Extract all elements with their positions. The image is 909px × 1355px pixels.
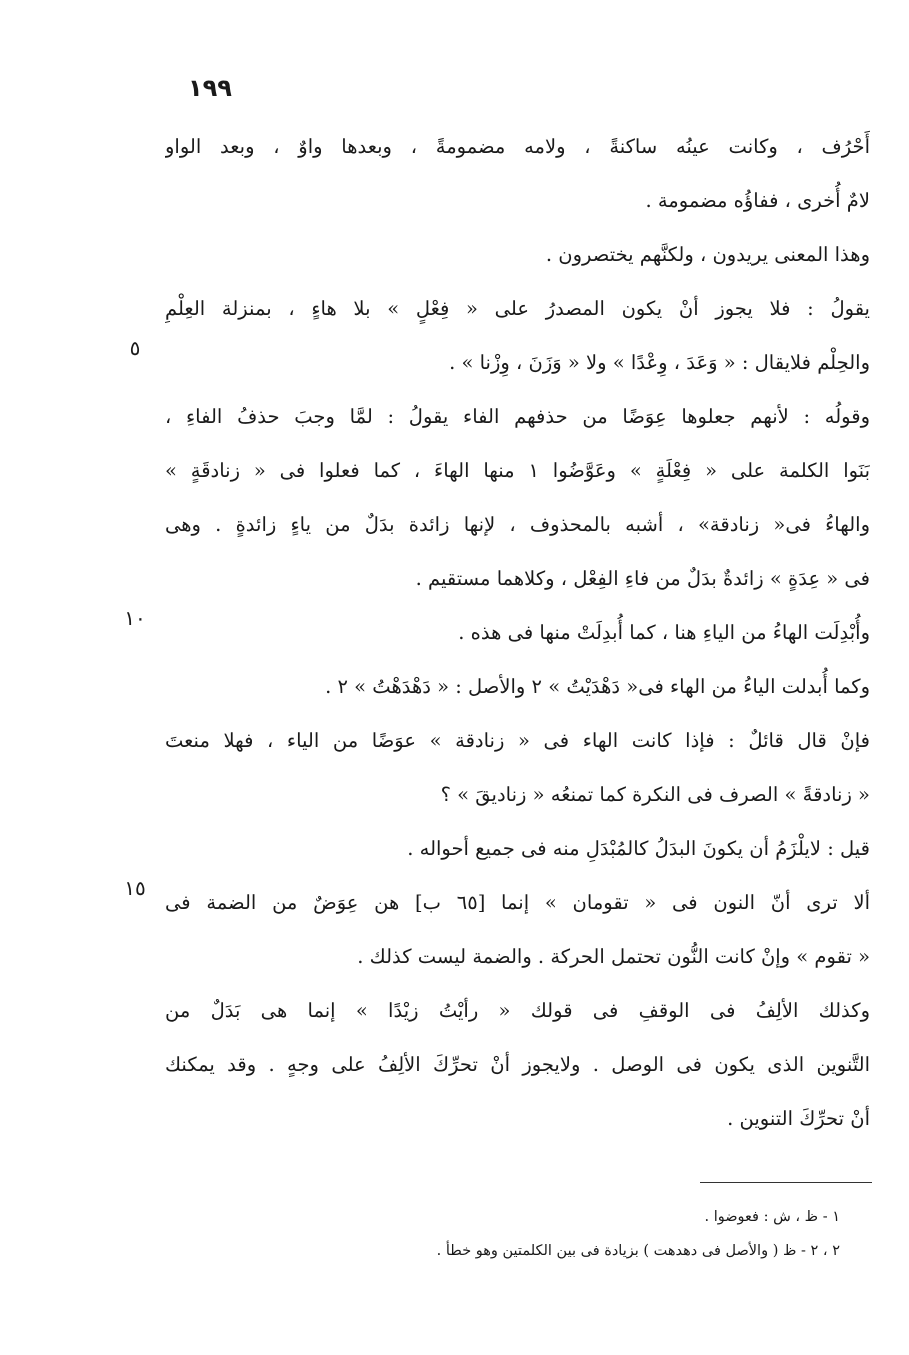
text-line: بَنَوا الكلمة على « فِعْلَةٍ » وعَوَّضُوا ١ منها الهاءَ ، كما فعلوا فى « زنادقَةٍ » xyxy=(165,459,870,482)
text-line: وكذلك الألِفُ فى الوقفِ فى قولك « رأيْتُ زيْدًا » إنما هى بَدَلٌ من xyxy=(165,999,870,1022)
text-line: والحِلْم فلايقال : « وَعَدَ ، وِعْدًا » ولا « وَزَنَ ، وِزْنا » . xyxy=(449,351,870,374)
text-line: وقولُه : لأنهم جعلوها عِوَضًا من حذفهم الفاء يقولُ : لمَّا وجبَ حذفُ الفاءِ ، xyxy=(165,405,870,428)
text-line: لامٌ أُخرى ، ففاؤُه مضمومة . xyxy=(645,189,870,212)
text-line: وهذا المعنى يريدون ، ولكنَّهم يختصرون . xyxy=(545,243,870,266)
text-line: أَحْرُف ، وكانت عينُه ساكنةً ، ولامه مضمومةً ، وبعدها واوٌ ، وبعد الواو xyxy=(165,135,870,158)
footnote-separator xyxy=(700,1182,872,1183)
text-line: أنْ تحرِّكَ التنوين . xyxy=(727,1107,870,1130)
line-number-15: ١٥ xyxy=(124,876,146,900)
text-line: يقولُ : فلا يجوز أنْ يكون المصدرُ على « فِعْلٍ » بلا هاءٍ ، بمنزلة العِلْمِ xyxy=(165,297,870,320)
body-text xyxy=(165,120,870,1146)
text-line: فى « عِدَةٍ » زائدةٌ بدَلٌ من فاءِ الفِعْل ، وكلاهما مستقيم . xyxy=(415,567,870,590)
footnote: ١ - ظ ، ش : فعوضوا . xyxy=(704,1209,840,1225)
text-line: والهاءُ فى« زنادقة» ، أشبه بالمحذوف ، لإنها زائدة بدَلٌ من ياءٍ زائدةٍ . وهى xyxy=(165,513,870,536)
text-line: التَّنوين الذى يكون فى الوصل . ولايجوز أنْ تحرِّكَ الألِفُ على وجهٍ . وقد يمكنك xyxy=(165,1053,870,1076)
footnotes xyxy=(300,1200,840,1268)
line-number-5: ٥ xyxy=(129,336,141,360)
page-number: ١٩٩ xyxy=(188,74,232,102)
text-line: وكما أُبدلت الياءُ من الهاء فى« دَهْدَيْتُ » ٢ والأصل : « دَهْدَهْتُ » ٢ . xyxy=(325,675,870,698)
text-line: قيل : لايلْزَمُ أن يكونَ البدَلُ كالمُبْدَلِ منه فى جميع أحواله . xyxy=(407,837,870,860)
text-line: وأُبْدِلَت الهاءُ من الياءِ هنا ، كما أُبدِلَتْ منها فى هذه . xyxy=(458,621,870,644)
text-line: « تقوم » وإنْ كانت النُّون تحتمل الحركة . والضمة ليست كذلك . xyxy=(357,945,870,968)
text-line: ألا ترى أنّ النون فى « تقومان » إنما [٦٥ ب] هن عِوَضٌ من الضمة فى xyxy=(165,891,870,914)
text-line: « زنادقةً » الصرف فى النكرة كما تمنعُه « زناديقَ » ؟ xyxy=(440,783,870,806)
footnote: ٢ ، ٢ - ظ ( والأصل فى دهدهت ) بزيادة فى بين الكلمتين وهو خطأ . xyxy=(436,1243,840,1259)
text-line: فإنْ قال قائلٌ : فإذا كانت الهاء فى « زنادقة » عوَضًا من الياء ، فهلا منعتَ xyxy=(165,729,870,752)
line-number-10: ١٠ xyxy=(124,606,146,630)
